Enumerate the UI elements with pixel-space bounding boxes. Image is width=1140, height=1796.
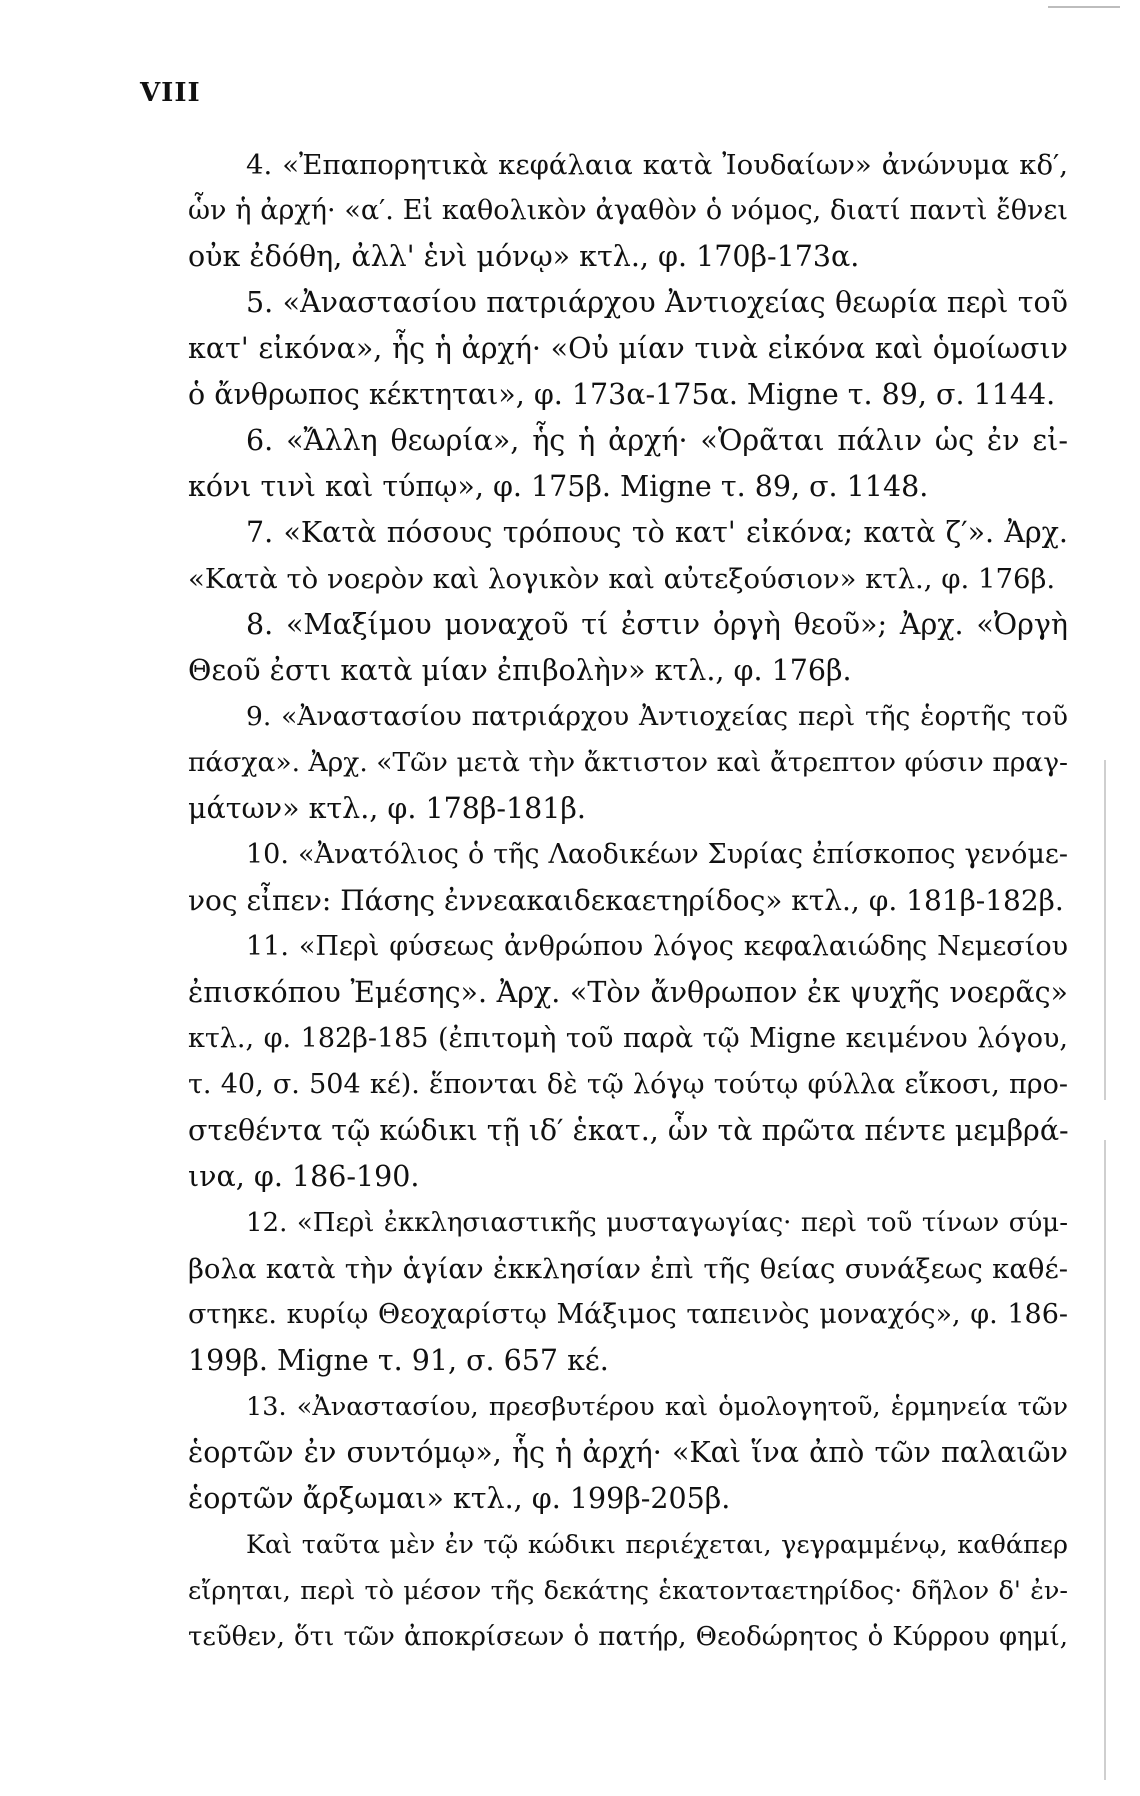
text-line: 10. «Ἀνατόλιος ὁ τῆς Λαοδικέων Συρίας ἐπίσκοπος γενόμε- xyxy=(246,839,1068,870)
text-line: βολα κατὰ τὴν ἁγίαν ἐκκλησίαν ἐπὶ τῆς θείας συνάξεως καθέ- xyxy=(188,1253,1068,1285)
text-line: 199β. Migne τ. 91, σ. 657 κέ. xyxy=(188,1344,609,1377)
text-line: Θεοῦ ἐστι κατὰ μίαν ἐπιβολὴν» κτλ., φ. 176β. xyxy=(188,654,852,687)
text-line: 11. «Περὶ φύσεως ἀνθρώπου λόγος κεφαλαιώδης Νεμεσίου xyxy=(246,931,1068,962)
text-line: ὁ ἄνθρωπος κέκτηται», φ. 173α-175α. Migne τ. 89, σ. 1144. xyxy=(188,378,1056,411)
text-line: νος εἶπεν: Πάσης ἐννεακαιδεκαετηρίδος» κτλ., φ. 181β-182β. xyxy=(188,884,1064,917)
text-line: 9. «Ἀναστασίου πατριάρχου Ἀντιοχείας περὶ τῆς ἑορτῆς τοῦ xyxy=(246,701,1068,732)
text-line: ὧν ἡ ἀρχή· «α′. Εἰ καθολικὸν ἀγαθὸν ὁ νόμος, διατί παντὶ ἔθνει xyxy=(188,195,1068,226)
text-line: 13. «Ἀναστασίου, πρεσβυτέρου καὶ ὁμολογητοῦ, ἑρμηνεία τῶν xyxy=(246,1392,1068,1422)
text-line: τ. 40, σ. 504 κέ). ἕπονται δὲ τῷ λόγῳ τούτῳ φύλλα εἴκοσι, προ- xyxy=(188,1069,1068,1100)
text-line: πάσχα». Ἀρχ. «Τῶν μετὰ τὴν ἄκτιστον καὶ ἄτρεπτον φύσιν πραγ- xyxy=(188,747,1068,778)
text-line: ινα, φ. 186-190. xyxy=(188,1160,420,1193)
scan-margin-rule xyxy=(1104,760,1106,1100)
page-number: VIII xyxy=(140,78,201,108)
page-text-block xyxy=(188,142,1068,1660)
text-line: μάτων» κτλ., φ. 178β-181β. xyxy=(188,792,586,825)
text-line: Καὶ ταῦτα μὲν ἐν τῷ κώδικι περιέχεται, γεγραμμένῳ, καθάπερ xyxy=(246,1530,1068,1560)
text-line: 7. «Κατὰ πόσους τρόπους τὸ κατ' εἰκόνα; κατὰ ζ′». Ἀρχ. xyxy=(246,516,1068,549)
text-line: 5. «Ἀναστασίου πατριάρχου Ἀντιοχείας θεωρία περὶ τοῦ xyxy=(246,286,1068,319)
text-line: ἐπισκόπου Ἐμέσης». Ἀρχ. «Τὸν ἄνθρωπον ἐκ ψυχῆς νοερᾶς» xyxy=(188,976,1068,1009)
text-line: 12. «Περὶ ἐκκλησιαστικῆς μυσταγωγίας· περὶ τοῦ τίνων σύμ- xyxy=(246,1208,1068,1238)
scan-corner-mark xyxy=(1048,6,1120,8)
text-line: «Κατὰ τὸ νοερὸν καὶ λογικὸν καὶ αὐτεξούσιον» κτλ., φ. 176β. xyxy=(188,563,1056,595)
text-line: κατ' εἰκόνα», ἧς ἡ ἀρχή· «Οὐ μίαν τινὰ εἰκόνα καὶ ὁμοίωσιν xyxy=(188,332,1068,365)
text-line: τεῦθεν, ὅτι τῶν ἀποκρίσεων ὁ πατήρ, Θεοδώρητος ὁ Κύρρου φημί, xyxy=(188,1622,1068,1652)
text-line: κτλ., φ. 182β-185 (ἐπιτομὴ τοῦ παρὰ τῷ Migne κειμένου λόγου, xyxy=(188,1023,1068,1054)
text-line: 6. «Ἄλλη θεωρία», ἧς ἡ ἀρχή· «Ὁρᾶται πάλιν ὡς ἐν εἰ- xyxy=(246,424,1068,457)
text-line: 4. «Ἐπαπορητικὰ κεφάλαια κατὰ Ἰουδαίων» ἀνώνυμα κδ′, xyxy=(246,149,1068,181)
scan-margin-rule xyxy=(1104,1140,1106,1780)
text-line: κόνι τινὶ καὶ τύπῳ», φ. 175β. Migne τ. 89, σ. 1148. xyxy=(188,470,929,503)
text-line: ἑορτῶν ἐν συντόμῳ», ἧς ἡ ἀρχή· «Καὶ ἵνα ἀπὸ τῶν παλαιῶν xyxy=(188,1436,1068,1469)
text-line: 8. «Μαξίμου μοναχοῦ τί ἐστιν ὀργὴ θεοῦ»; Ἀρχ. «Ὀργὴ xyxy=(246,608,1068,641)
text-line: ἑορτῶν ἄρξωμαι» κτλ., φ. 199β-205β. xyxy=(188,1482,731,1515)
text-line: στεθέντα τῷ κώδικι τῇ ιδ′ ἑκατ., ὧν τὰ πρῶτα πέντε μεμβρά- xyxy=(188,1114,1069,1147)
text-line: οὐκ ἐδόθη, ἀλλ' ἑνὶ μόνῳ» κτλ., φ. 170β-173α. xyxy=(188,240,860,273)
text-line: εἴρηται, περὶ τὸ μέσον τῆς δεκάτης ἑκατονταετηρίδος· δῆλον δ' ἐν- xyxy=(188,1576,1068,1606)
text-line: στηκε. κυρίῳ Θεοχαρίστῳ Μάξιμος ταπεινὸς μοναχός», φ. 186- xyxy=(188,1299,1068,1330)
